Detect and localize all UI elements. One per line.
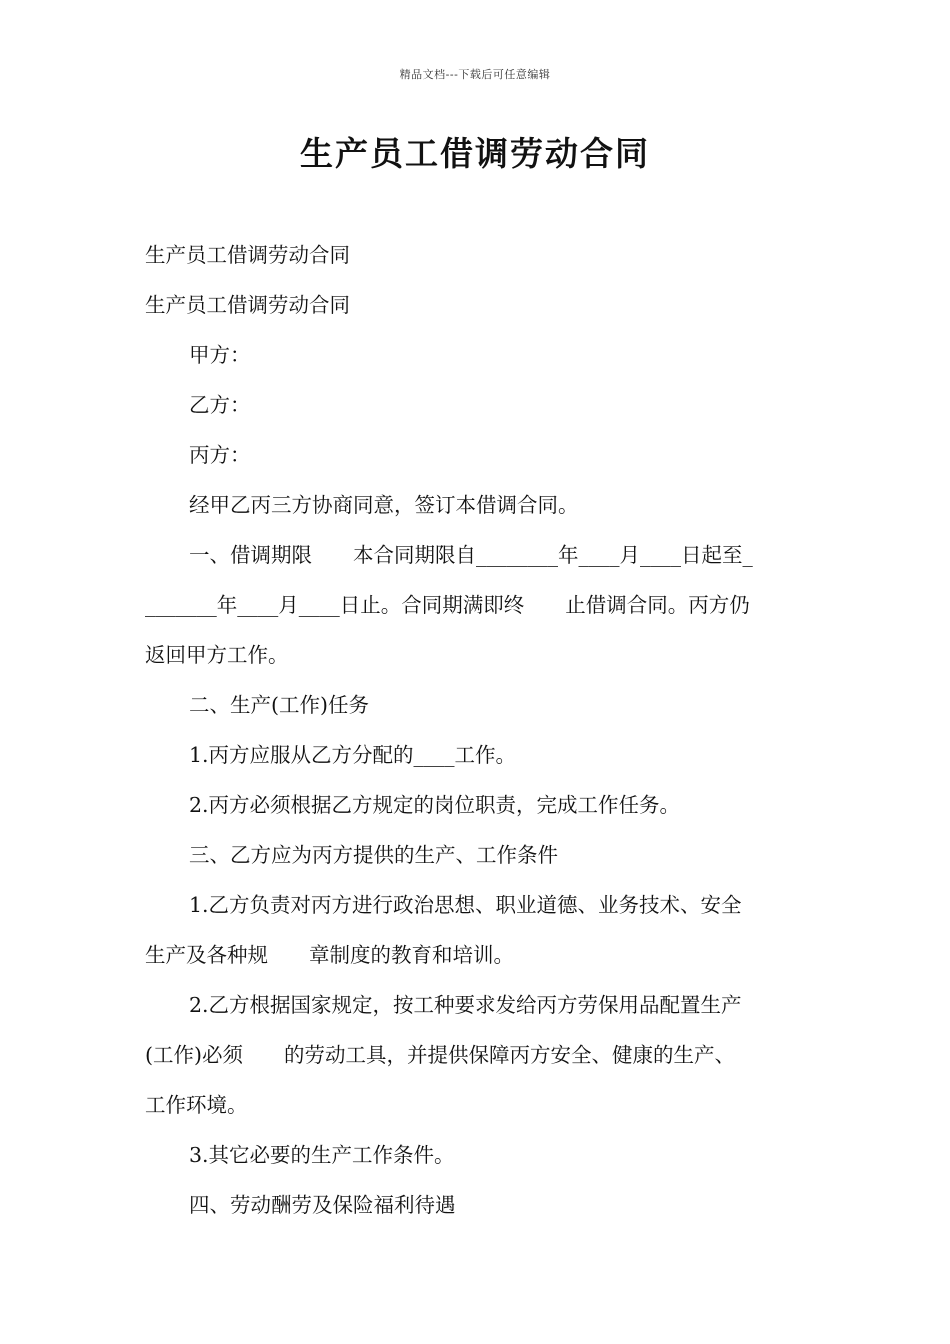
paragraph-line: 一、借调期限 本合同期限自________年____月____日起至_ (189, 543, 753, 567)
paragraph-line: 工作环境。 (145, 1093, 248, 1117)
document-body (145, 230, 810, 1230)
paragraph-line: 生产员工借调劳动合同 (145, 293, 350, 317)
paragraph-line: 2.乙方根据国家规定，按工种要求发给丙方劳保用品配置生产 (189, 993, 742, 1017)
paragraph-line: 1.乙方负责对丙方进行政治思想、职业道德、业务技术、安全 (189, 893, 742, 917)
paragraph-line: 生产及各种规 章制度的教育和培训。 (145, 943, 514, 967)
paragraph-line: 丙方： (189, 443, 251, 467)
paragraph-line: 生产员工借调劳动合同 (145, 243, 350, 267)
document-title: 生产员工借调劳动合同 (300, 134, 650, 173)
paragraph-line: 3.其它必要的生产工作条件。 (189, 1143, 455, 1167)
paragraph-line: 经甲乙丙三方协商同意，签订本借调合同。 (189, 493, 579, 517)
paragraph-line: (工作)必须 的劳动工具，并提供保障丙方安全、健康的生产、 (145, 1043, 735, 1067)
paragraph-line: 甲方： (189, 343, 251, 367)
paragraph-line: 二、生产(工作)任务 (189, 693, 369, 717)
header-note: 精品文档---下载后可任意编辑 (399, 68, 551, 81)
paragraph-line: 三、乙方应为丙方提供的生产、工作条件 (189, 843, 558, 867)
paragraph-line: 返回甲方工作。 (145, 643, 289, 667)
paragraph-line: _______年____月____日止。合同期满即终 止借调合同。丙方仍 (145, 593, 750, 617)
paragraph-line: 四、劳动酬劳及保险福利待遇 (189, 1193, 456, 1217)
paragraph-line: 乙方： (189, 393, 251, 417)
paragraph-line: 2.丙方必须根据乙方规定的岗位职责，完成工作任务。 (189, 793, 681, 817)
paragraph-line: 1.丙方应服从乙方分配的____工作。 (189, 743, 517, 767)
